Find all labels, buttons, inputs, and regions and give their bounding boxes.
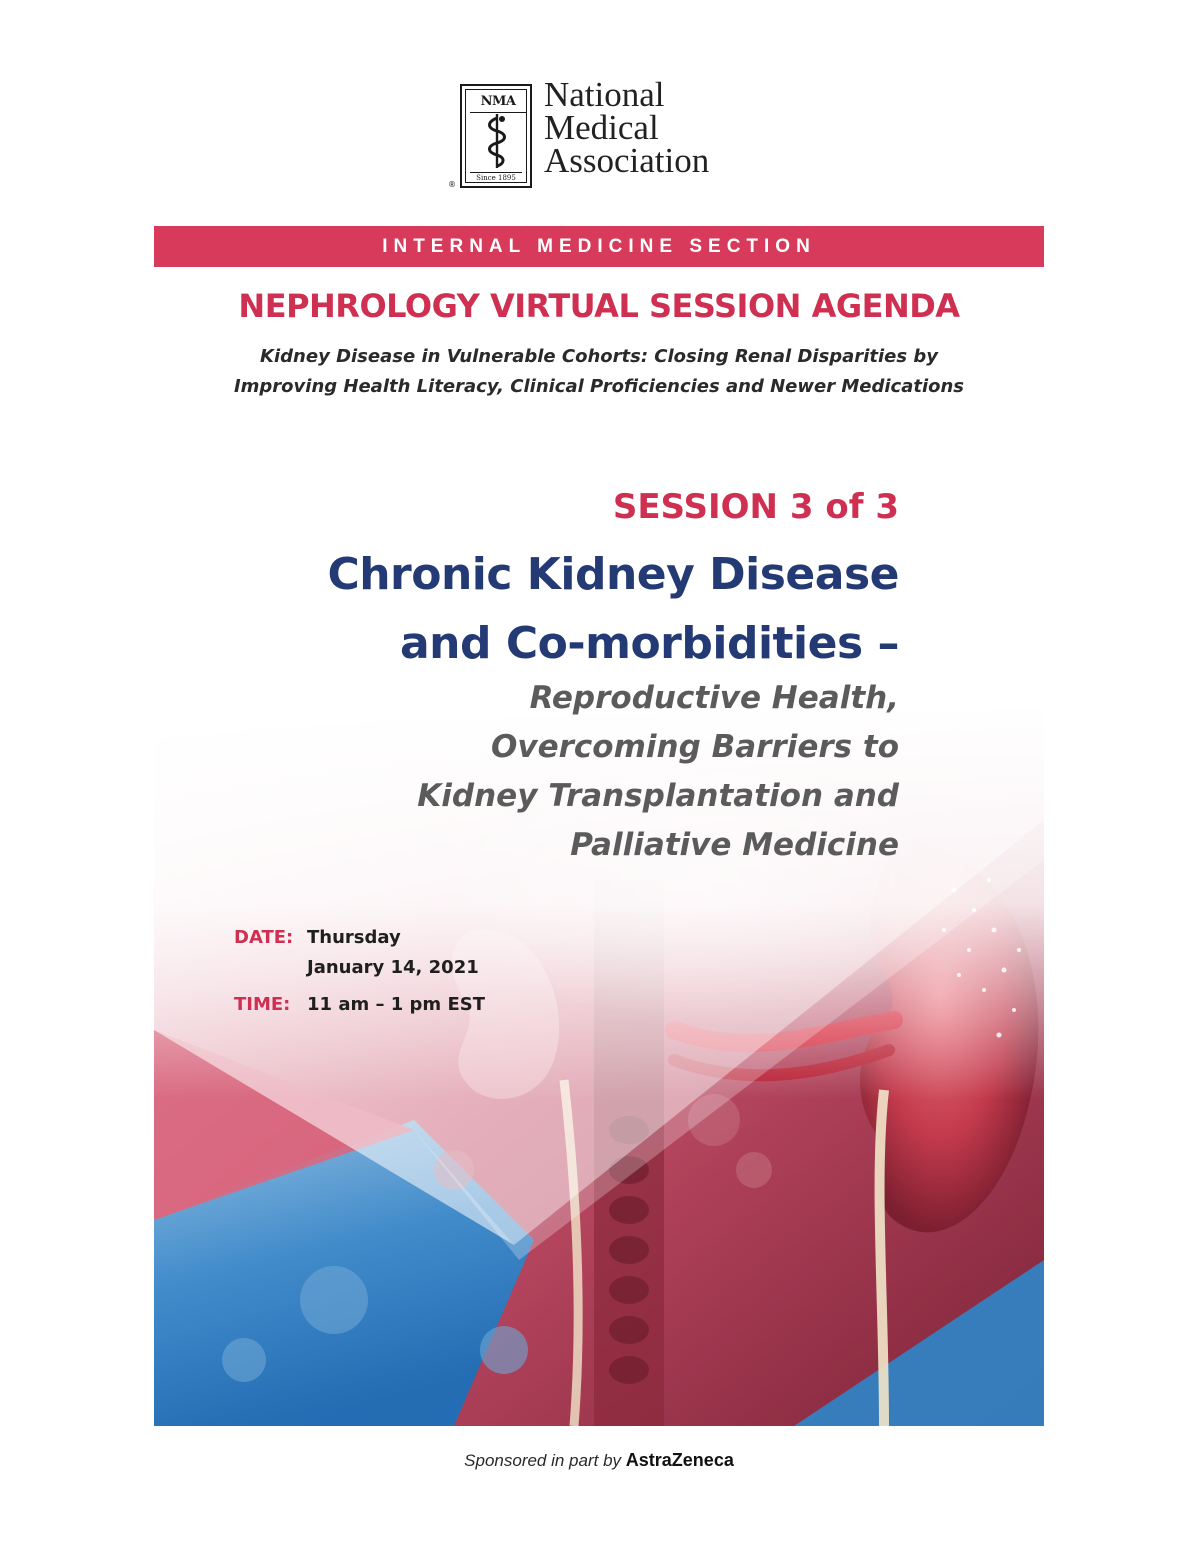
session-title-line: Chronic Kidney Disease bbox=[327, 549, 899, 600]
date-day: Thursday bbox=[307, 927, 401, 948]
session-number: SESSION 3 of 3 bbox=[612, 487, 899, 527]
logo-abbreviation: NMA bbox=[462, 94, 534, 109]
org-name-line: Medical bbox=[544, 108, 659, 147]
session-subtitle-line: Overcoming Barriers to bbox=[491, 729, 899, 765]
time-value: 11 am – 1 pm EST bbox=[307, 994, 485, 1015]
agenda-subtitle-line: Kidney Disease in Vulnerable Cohorts: Closing Renal Disparities by bbox=[260, 346, 938, 367]
time-label: TIME: bbox=[234, 994, 291, 1015]
date-label: DATE: bbox=[234, 927, 294, 948]
session-title-line: and Co-morbidities – bbox=[399, 618, 899, 669]
sponsor-line bbox=[154, 1450, 1044, 1471]
organization-name bbox=[544, 75, 710, 180]
logo-since-year: Since 1895 bbox=[470, 172, 522, 182]
org-name-line: National bbox=[544, 75, 665, 114]
sponsor-lead: Sponsored in part by bbox=[464, 1451, 622, 1470]
registered-mark: ® bbox=[448, 180, 456, 189]
session-subtitle-line: Palliative Medicine bbox=[570, 827, 899, 863]
session-subtitle-line: Kidney Transplantation and bbox=[417, 778, 899, 814]
agenda-title: NEPHROLOGY VIRTUAL SESSION AGENDA bbox=[238, 287, 960, 325]
caduceus-icon bbox=[482, 112, 512, 170]
nma-logo bbox=[448, 75, 748, 194]
nma-emblem bbox=[460, 84, 532, 188]
section-banner: INTERNAL MEDICINE SECTION bbox=[154, 226, 1044, 267]
session-title bbox=[327, 540, 899, 678]
agenda-subtitle bbox=[154, 342, 1044, 402]
agenda-subtitle-line: Improving Health Literacy, Clinical Proficiencies and Newer Medications bbox=[233, 376, 965, 397]
session-subtitle-line: Reproductive Health, bbox=[529, 680, 899, 716]
session-subtitle bbox=[417, 674, 899, 870]
sponsor-name: AstraZeneca bbox=[625, 1450, 734, 1470]
org-name-line: Association bbox=[544, 141, 710, 180]
date-value: January 14, 2021 bbox=[307, 957, 479, 978]
